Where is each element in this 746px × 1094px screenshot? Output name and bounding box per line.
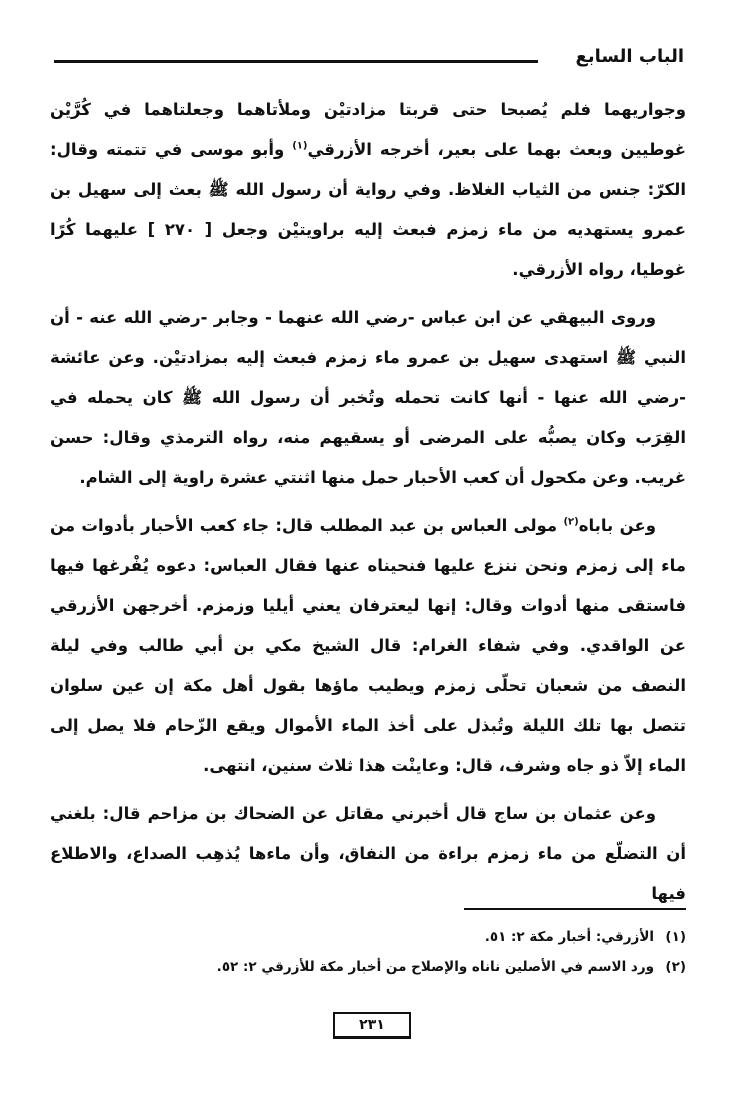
chapter-title: الباب السابع [575, 46, 684, 67]
paragraph-1-text-after-ref: وأبو موسى في تتمته وقال: الكرّ: جنس من الثياب الغلاظ. وفي رواية أن رسول الله ﷺ بعث إلى سهيل بن عمرو يستهديه من ماء زمزم فبعث إليه براويتيْن وجعل [ ٢٧٠ ] عليهما كُرًا غوطيا، رواه الأزرقي. [50, 140, 686, 279]
footnote-ref-1: (١) [292, 140, 308, 152]
footnote-ref-2: (٢) [563, 516, 579, 528]
main-text [50, 90, 686, 922]
paragraph-3-text-after-ref: مولى العباس بن عبد المطلب قال: جاء كعب الأحبار بأدوات من ماء إلى زمزم ونحن ننزع عليها فنحيناه عنها فقال العباس: دعوه يُفْرغها فيها فاستقى منها أدوات وقال: إنها ليعترفان يعني أيليا وزمزم. أخرجهن الأزرقي عن الواقدي. وفي شفاء الغرام: قال الشيخ مكي بن أبي طالب وفي ليلة النصف من شعبان تحلّى زمزم ويطيب ماؤها بقول أهل مكة إن عين سلوان تتصل بها تلك الليلة وتُبذل على أخذ الماء الأموال ويقع الزّحام فلا يصل إلى الماء إلاّ ذو جاه وشرف، قال: وعاينْت هذا ثلاث سنين، انتهى. [50, 516, 686, 775]
running-header [54, 42, 684, 78]
footnote-2-number: (٢) [665, 959, 686, 975]
header-rule [54, 60, 538, 63]
paragraph-4: وعن عثمان بن ساج قال أخبرني مقاتل عن الضحاك بن مزاحم قال: بلغني أن التضلّع من ماء زمزم براءة من النفاق، وأن ماءها يُذهِب الصداع، والاطلاع فيها [50, 804, 686, 903]
footnote-1 [50, 922, 686, 952]
footnote-2 [50, 952, 686, 982]
footnote-1-number: (١) [665, 929, 686, 945]
footnotes [50, 922, 686, 982]
footnote-2-text: ورد الاسم في الأصلين ناناه والإصلاح من أخبار مكة للأزرقي ٢: ٥٢. [216, 959, 654, 975]
paragraph-1-text-before-ref: وجواريهما فلم يُصبحا حتى قربتا مزادتيْن وملأتاهما وجعلتاهما في كُرَّيْن غوطيين وبعث بهما على بعير، أخرجه الأزرقي [50, 100, 686, 159]
page-number: ٢٣١ [333, 1012, 411, 1039]
footnote-1-text: الأزرقي: أخبار مكة ٢: ٥١. [484, 929, 654, 945]
footnote-separator [464, 908, 686, 910]
paragraph-3-text-before-ref: وعن باباه [578, 516, 656, 535]
paragraph-1 [50, 90, 686, 290]
paragraph-3 [50, 506, 686, 786]
paragraph-2: وروى البيهقي عن ابن عباس -رضي الله عنهما - وجابر -رضي الله عنه - أن النبي ﷺ استهدى سهيل بن عمرو ماء زمزم فبعث إليه بمزادتيْن. وعن عائشة -رضي الله عنها - أنها كانت تحمله وتُخبر أن رسول الله ﷺ كان يحمله في القِرَب وكان يصبُّه على المرضى أو يسقيهم منه، رواه الترمذي وقال: حسن غريب. وعن مكحول أن كعب الأحبار حمل منها اثنتي عشرة راوية إلى الشام. [50, 308, 686, 487]
